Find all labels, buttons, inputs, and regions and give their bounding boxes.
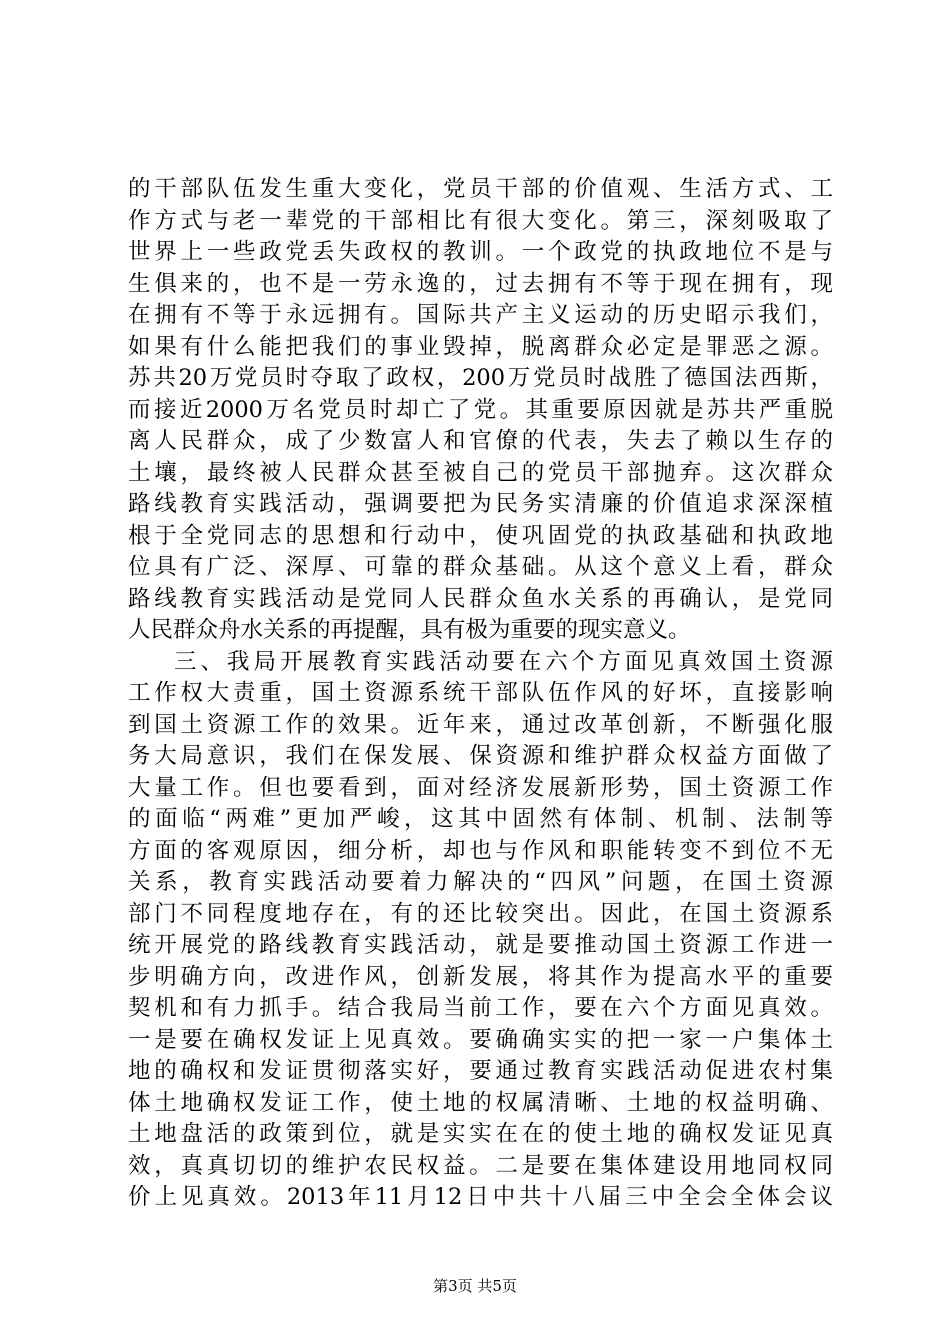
text-line: 而接近2000万名党员时却亡了党。其重要原因就是苏共严重脱 <box>128 396 833 423</box>
section-heading-line: 三、我局开展教育实践活动要在六个方面见真效国土资源 <box>174 648 833 675</box>
text-line: 根于全党同志的思想和行动中，使巩固党的执政基础和执政地 <box>128 522 833 549</box>
text-line: 土壤，最终被人民群众甚至被自己的党员干部抛弃。这次群众 <box>128 459 833 486</box>
text-line: 如果有什么能把我们的事业毁掉，脱离群众必定是罪恶之源。 <box>128 333 833 360</box>
text-line: 到国土资源工作的效果。近年来，通过改革创新，不断强化服 <box>128 711 833 738</box>
text-line: 方面的客观原因，细分析，却也与作风和职能转变不到位不无 <box>128 837 833 864</box>
text-line: 务大局意识，我们在保发展、保资源和维护群众权益方面做了 <box>128 743 833 769</box>
text-line: 大量工作。但也要看到，面对经济发展新形势，国土资源工作 <box>128 774 833 801</box>
text-line: 体土地确权发证工作，使土地的权属清晰、土地的权益明确、 <box>128 1089 833 1116</box>
text-line: 世界上一些政党丢失政权的教训。一个政党的执政地位不是与 <box>128 239 833 265</box>
text-line: 契机和有力抓手。结合我局当前工作，要在六个方面见真效。 <box>128 995 833 1021</box>
text-line: 部门不同程度地存在，有的还比较突出。因此，在国土资源系 <box>128 900 833 927</box>
text-line: 位具有广泛、深厚、可靠的群众基础。从这个意义上看，群众 <box>128 554 833 580</box>
text-line: 苏共20万党员时夺取了政权，200万党员时战胜了德国法西斯， <box>128 365 833 391</box>
text-line: 工作权大责重，国土资源系统干部队伍作风的好坏，直接影响 <box>128 680 833 706</box>
text-line: 效，真真切切的维护农民权益。二是要在集体建设用地同权同 <box>128 1152 833 1179</box>
text-line: 路线教育实践活动是党同人民群众鱼水关系的再确认，是党同 <box>128 585 833 612</box>
text-line: 的干部队伍发生重大变化，党员干部的价值观、生活方式、工 <box>128 176 833 202</box>
text-line: 统开展党的路线教育实践活动，就是要推动国土资源工作进一 <box>128 932 833 958</box>
text-line: 的面临“两难”更加严峻，这其中固然有体制、机制、法制等 <box>128 806 833 832</box>
body-text <box>128 174 833 1214</box>
text-line: 地的确权和发证贯彻落实好，要通过教育实践活动促进农村集 <box>128 1058 833 1084</box>
text-line: 关系，教育实践活动要着力解决的“四风”问题，在国土资源 <box>128 869 833 895</box>
text-line: 价上见真效。2013年11月12日中共十八届三中全会全体会议 <box>128 1184 833 1210</box>
text-line: 一是要在确权发证上见真效。要确确实实的把一家一户集体土 <box>128 1026 833 1053</box>
text-line: 人民群众舟水关系的再提醒，具有极为重要的现实意义。 <box>128 617 691 643</box>
page-footer <box>0 1276 950 1296</box>
text-line: 生俱来的，也不是一劳永逸的，过去拥有不等于现在拥有，现 <box>128 270 833 297</box>
page-number: 第3页 共5页 <box>433 1277 517 1295</box>
text-line: 离人民群众，成了少数富人和官僚的代表，失去了赖以生存的 <box>128 428 833 454</box>
text-line: 作方式与老一辈党的干部相比有很大变化。第三，深刻吸取了 <box>128 207 833 234</box>
text-line: 在拥有不等于永远拥有。国际共产主义运动的历史昭示我们， <box>128 302 833 328</box>
text-line: 路线教育实践活动，强调要把为民务实清廉的价值追求深深植 <box>128 491 833 517</box>
text-line: 步明确方向，改进作风，创新发展，将其作为提高水平的重要 <box>128 963 833 990</box>
text-line: 土地盘活的政策到位，就是实实在在的使土地的确权发证见真 <box>128 1121 833 1147</box>
